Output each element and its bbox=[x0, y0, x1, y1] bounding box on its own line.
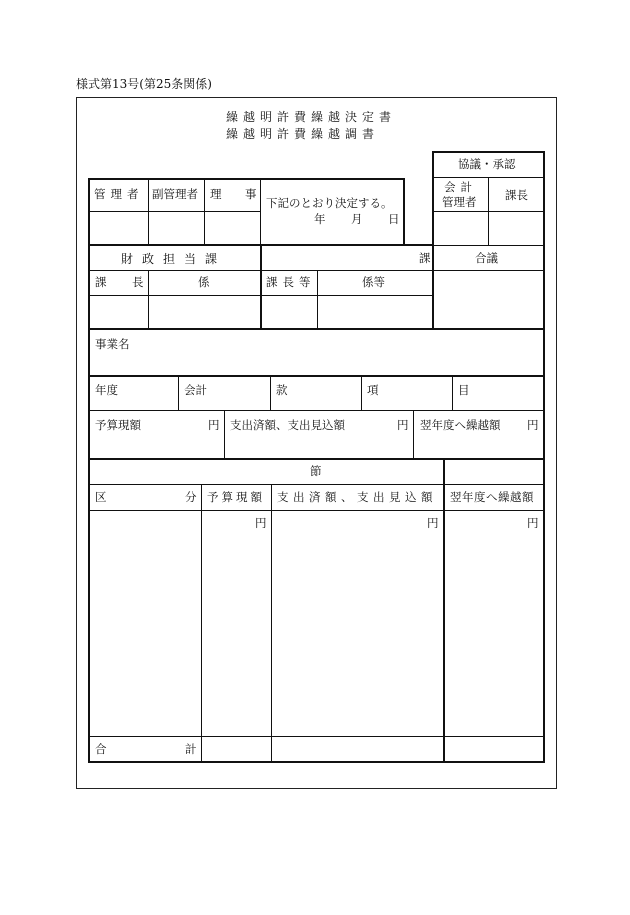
fiscal-year-label: 年度 bbox=[95, 383, 118, 397]
finance-staff-label: 係 bbox=[198, 275, 210, 289]
col-carryover-label: 翌年度へ繰越額 bbox=[450, 490, 534, 504]
col-category-label-2: 分 bbox=[185, 490, 197, 504]
expenditure-unit: 円 bbox=[397, 418, 409, 432]
budget-column-unit: 円 bbox=[255, 516, 267, 530]
account-label: 会計 bbox=[184, 383, 207, 397]
budget-amount-label: 予算現額 bbox=[95, 418, 141, 432]
item-kan-label: 款 bbox=[276, 383, 288, 397]
form-title-decision: 繰越明許費繰越決定書 bbox=[226, 110, 397, 124]
form-number: 様式第13号(第25条関係) bbox=[76, 77, 212, 91]
dept-staff-label: 係等 bbox=[362, 275, 385, 289]
item-kou-label: 項 bbox=[367, 383, 379, 397]
finance-chief-label-2: 長 bbox=[132, 275, 144, 289]
project-name-label: 事業名 bbox=[95, 337, 130, 351]
breakdown-section-header: 節 bbox=[310, 464, 322, 478]
carryover-column-unit: 円 bbox=[527, 516, 539, 530]
consultation-label: 合議 bbox=[475, 251, 498, 265]
director-label-1: 理 bbox=[210, 187, 222, 201]
accounting-manager-label: 管理者 bbox=[442, 195, 477, 209]
deputy-manager-label: 副管理者 bbox=[152, 187, 198, 201]
item-moku-label: 目 bbox=[458, 383, 470, 397]
total-label-2: 計 bbox=[185, 742, 197, 756]
finance-chief-label-1: 課 bbox=[95, 275, 107, 289]
col-budget-label: 予算現額 bbox=[207, 490, 265, 504]
director-label-2: 事 bbox=[245, 187, 257, 201]
dept-section-suffix: 課 bbox=[419, 251, 431, 265]
approval-header: 協議・承認 bbox=[458, 157, 516, 171]
form-title-report: 繰越明許費繰越調書 bbox=[226, 127, 380, 141]
expenditure-amount-label: 支出済額、支出見込額 bbox=[230, 418, 345, 432]
total-label-1: 合 bbox=[95, 742, 107, 756]
col-expenditure-label: 支出済額、支出見込額 bbox=[277, 490, 437, 504]
decision-month: 月 bbox=[351, 212, 363, 226]
manager-label: 管理者 bbox=[94, 187, 144, 201]
col-category-label-1: 区 bbox=[95, 490, 107, 504]
decision-year: 年 bbox=[314, 212, 326, 226]
carryover-amount-label: 翌年度へ繰越額 bbox=[420, 418, 501, 432]
accountant-label: 会計 bbox=[444, 180, 477, 194]
budget-unit: 円 bbox=[208, 418, 220, 432]
finance-section-header: 財政担当課 bbox=[121, 252, 227, 266]
expenditure-column-unit: 円 bbox=[427, 516, 439, 530]
decision-day: 日 bbox=[388, 212, 400, 226]
decision-statement: 下記のとおり決定する。 bbox=[266, 196, 393, 210]
section-chief-label: 課長 bbox=[505, 188, 528, 202]
dept-chief-label: 課長等 bbox=[266, 275, 316, 289]
carryover-unit: 円 bbox=[527, 418, 539, 432]
